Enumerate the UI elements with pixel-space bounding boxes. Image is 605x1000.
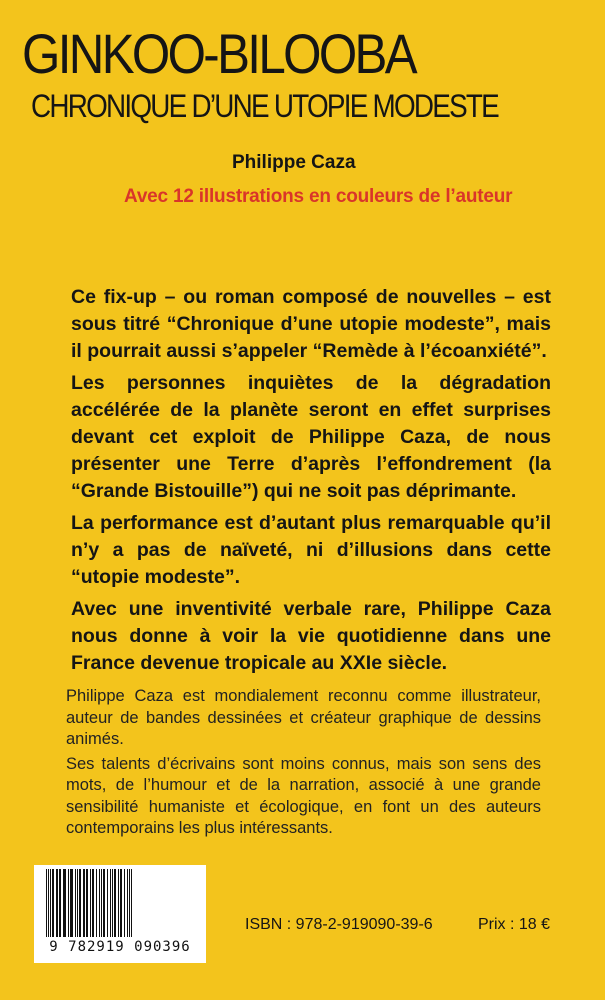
barcode-bar: [124, 869, 125, 937]
barcode-bar: [68, 869, 69, 937]
barcode-bar: [118, 869, 119, 937]
barcode-bar: [77, 869, 78, 937]
barcode-bar: [79, 869, 81, 937]
barcode-bar: [86, 869, 88, 937]
book-subtitle: CHRONIQUE D’UNE UTOPIE MODESTE: [31, 88, 499, 124]
barcode-bar: [112, 869, 113, 937]
barcode-bar: [92, 869, 94, 937]
barcode-bar: [103, 869, 105, 937]
barcode-bar: [101, 869, 102, 937]
barcode-bar: [131, 869, 132, 937]
barcode-bar: [99, 869, 100, 937]
price: Prix : 18 €: [478, 916, 551, 933]
bio-paragraph: Ses talents d’écrivains sont moins connus, mais son sens des mots, de l’humour et de la narration, associé à une grande sensibilité humaniste et écologique, en font un des auteurs contemporains les plus intéressants.: [66, 754, 541, 837]
barcode-bar: [46, 869, 47, 937]
barcode-bar: [107, 869, 108, 937]
barcode-bar: [63, 869, 66, 937]
barcode-bar: [110, 869, 111, 937]
barcode-bar: [50, 869, 51, 937]
barcode-bar: [127, 869, 128, 937]
barcode-bar: [56, 869, 58, 937]
barcode-digits: 9 782919 090396: [49, 939, 191, 955]
barcode-bar: [83, 869, 85, 937]
author-name: Philippe Caza: [232, 152, 356, 173]
blurb-paragraph: Avec une inventivité verbale rare, Philippe Caza nous donne à voir la vie quotidienne dans une France devenue tropicale au XXIe siècle.: [71, 598, 551, 674]
blurb-paragraph: La performance est d’autant plus remarquable qu’il n’y a pas de naïveté, ni d’illusions dans cette “utopie modeste”.: [71, 512, 551, 588]
book-title: GINKOO-BILOOBA: [22, 22, 415, 85]
barcode-bar: [114, 869, 116, 937]
barcode-bars: [44, 869, 196, 939]
barcode-bar: [96, 869, 97, 937]
barcode: [34, 865, 206, 963]
barcode-bar: [70, 869, 73, 937]
barcode-bar: [75, 869, 76, 937]
author-bio: [66, 686, 541, 843]
barcode-bar: [129, 869, 130, 937]
barcode-bar: [52, 869, 54, 937]
blurb-paragraph: Ce fix-up – ou roman composé de nouvelles – est sous titré “Chronique d’une utopie modeste”, mais il pourrait aussi s’appeler “Remède à l’écoanxiété”.: [71, 286, 551, 362]
barcode-bar: [120, 869, 122, 937]
blurb: [71, 284, 551, 682]
blurb-paragraph: Les personnes inquiètes de la dégradation accélérée de la planète seront en effet surprises devant cet exploit de Philippe Caza, de nous présenter une Terre d’après l’effondrement (la “Grande Bistouille”) qui ne soit pas déprimante.: [71, 372, 551, 502]
barcode-bar: [48, 869, 49, 937]
bio-paragraph: Philippe Caza est mondialement reconnu comme illustrateur, auteur de bandes dessinées et créateur graphique de dessins animés.: [66, 687, 541, 748]
isbn: ISBN : 978-2-919090-39-6: [245, 916, 433, 933]
barcode-bar: [90, 869, 91, 937]
barcode-bar: [59, 869, 61, 937]
illustrations-note: Avec 12 illustrations en couleurs de l’auteur: [124, 186, 513, 207]
